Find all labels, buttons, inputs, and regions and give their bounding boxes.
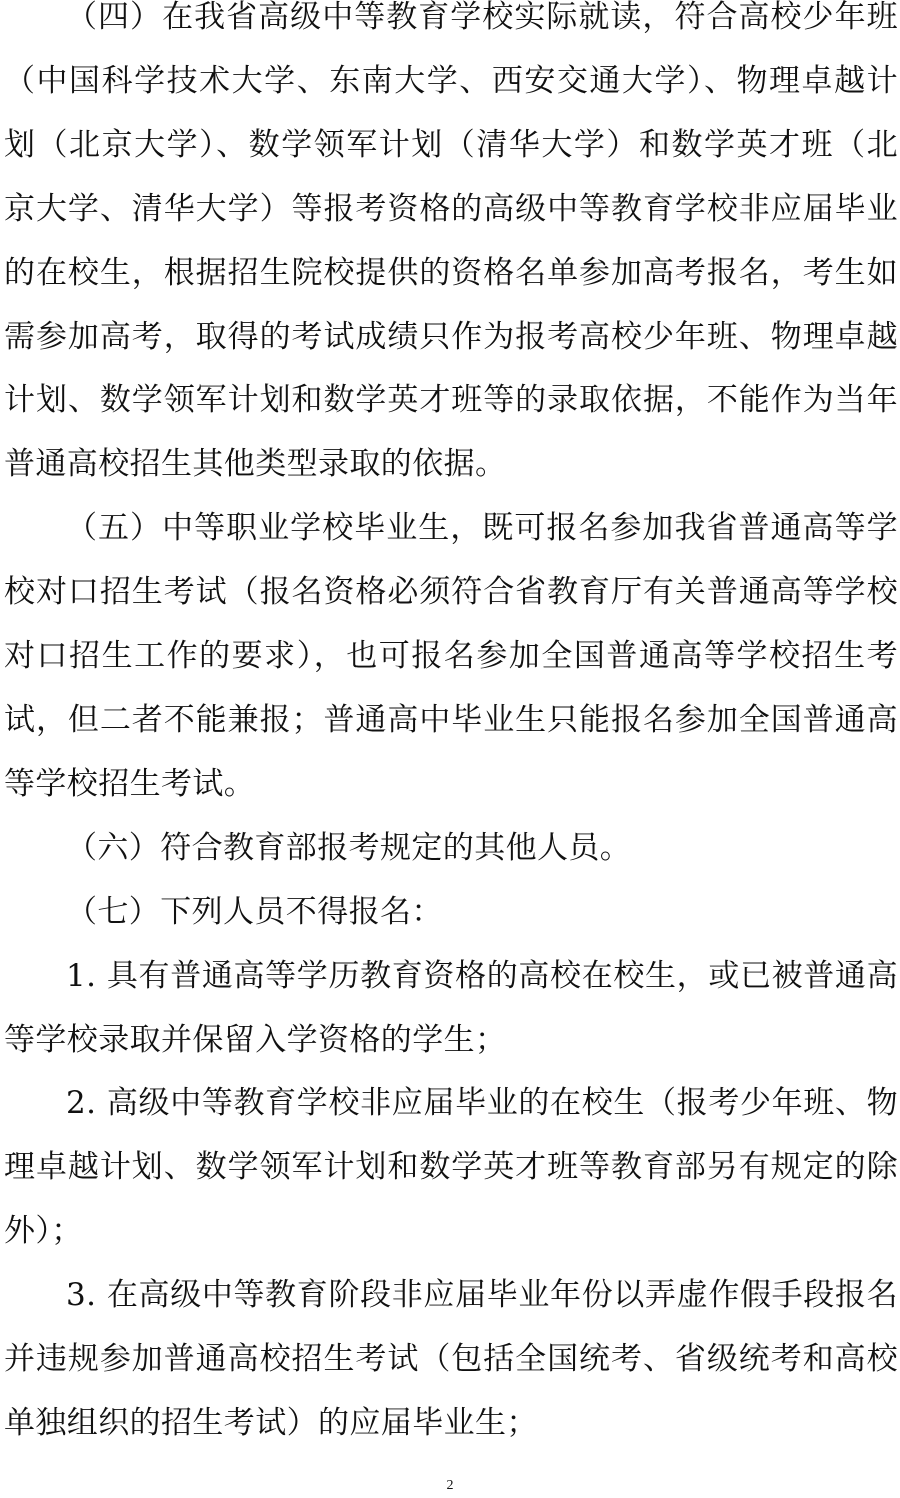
paragraph-7: （七）下列人员不得报名： xyxy=(66,893,443,930)
paragraph-4: （四）在我省高级中等教育学校实际就读，符合高校少年班（中国科学技术大学、东南大学、西安交通大学）、物理卓越计划（北京大学）、数学领军计划（清华大学）和数学英才班（北京大学、清华大学）等报考资格的高级中等教育学校非应届毕业的在校生，根据招生院校提供的资格名单参加高考报名，考生如需参加高考，取得的考试成绩只作为报考高校少年班、物理卓越计划、数学领军计划和数学英才班等的录取依据，不能作为当年普通高校招生其他类型录取的依据。 xyxy=(4,0,898,483)
list-item-1: 1. 具有普通高等学历教育资格的高校在校生，或已被普通高等学校录取并保留入学资格的学生； xyxy=(4,957,898,1058)
document-body xyxy=(4,0,898,1456)
paragraph-6: （六）符合教育部报考规定的其他人员。 xyxy=(66,829,632,866)
page-number: 2 xyxy=(446,1478,454,1493)
list-item-2: 2. 高级中等教育学校非应届毕业的在校生（报考少年班、物理卓越计划、数学领军计划和数学英才班等教育部另有规定的除外）； xyxy=(4,1085,898,1250)
paragraph-5: （五）中等职业学校毕业生，既可报名参加我省普通高等学校对口招生考试（报名资格必须符合省教育厅有关普通高等学校对口招生工作的要求），也可报名参加全国普通高等学校招生考试，但二者不能兼报；普通高中毕业生只能报名参加全国普通高等学校招生考试。 xyxy=(4,510,898,802)
list-item-3: 3. 在高级中等教育阶段非应届毕业年份以弄虚作假手段报名并违规参加普通高校招生考试（包括全国统考、省级统考和高校单独组织的招生考试）的应届毕业生； xyxy=(4,1277,898,1441)
